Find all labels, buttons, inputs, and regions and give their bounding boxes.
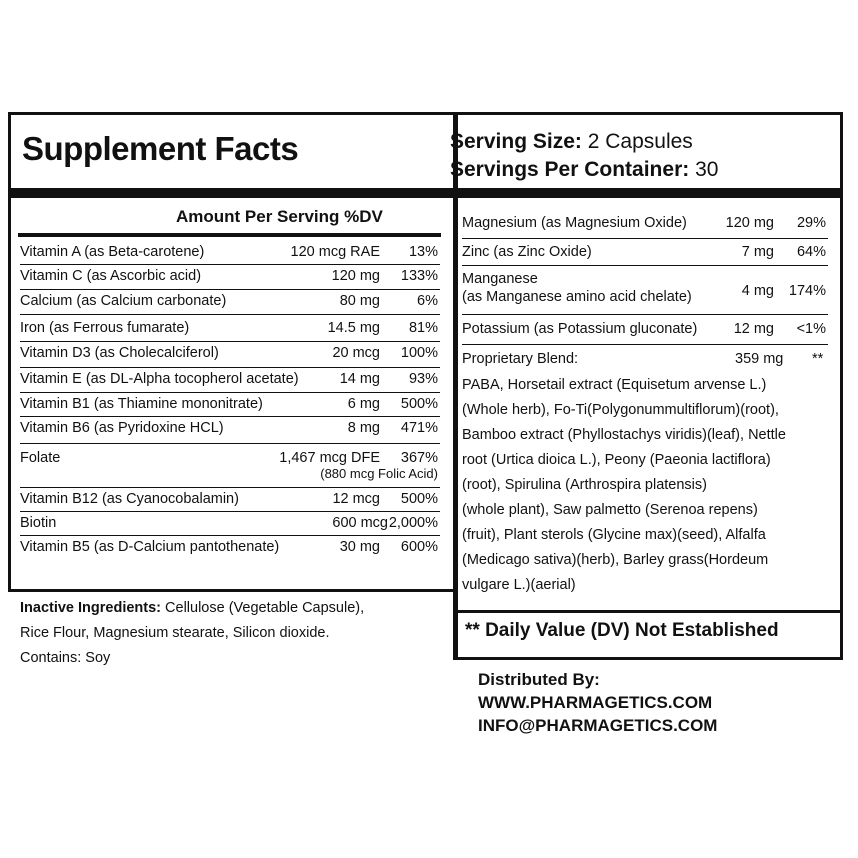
blend-ingredient-line: Bamboo extract (Phyllostachys viridis)(leaf), Nettle — [462, 427, 786, 443]
nutrient-amount: 4 mg — [741, 283, 774, 299]
blend-ingredient-line: (root), Spirulina (Arthrospira platensis) — [462, 477, 707, 493]
nutrient-name: Calcium (as Calcium carbonate) — [20, 293, 227, 309]
contains-allergen: Contains: Soy — [20, 650, 111, 666]
nutrient-row — [20, 512, 440, 536]
blend-dv: ** — [812, 351, 824, 367]
serving-size — [450, 130, 693, 154]
nutrient-dv: 500% — [400, 396, 438, 412]
nutrient-dv: 6% — [417, 293, 438, 309]
nutrient-row — [20, 444, 440, 488]
nutrient-amount: 80 mg — [339, 293, 380, 309]
blend-ingredient-line: root (Urtica dioica L.), Peony (Paeonia lactiflora) — [462, 452, 771, 468]
blend-bottom-rule — [458, 610, 840, 613]
nutrient-amount: 14 mg — [339, 371, 380, 387]
nutrient-amount: 30 mg — [339, 539, 380, 555]
nutrient-row — [20, 536, 440, 562]
servings-per-container-label: Servings Per Container: — [450, 158, 690, 181]
distributor-website: WWW.PHARMAGETICS.COM — [478, 693, 713, 712]
nutrient-dv: 13% — [408, 244, 438, 260]
blend-ingredient-line: (fruit), Plant sterols (Glycine max)(seed), Alfalfa — [462, 527, 766, 543]
nutrient-name: Vitamin D3 (as Cholecalciferol) — [20, 345, 219, 361]
nutrient-name: Vitamin A (as Beta-carotene) — [20, 244, 205, 260]
nutrient-name: Magnesium (as Magnesium Oxide) — [462, 215, 687, 231]
amount-header-rule — [18, 233, 441, 237]
inactive-ingredients-line — [20, 600, 364, 616]
servings-per-container — [450, 158, 718, 182]
nutrient-dv: 471% — [400, 420, 438, 436]
serving-size-value: 2 Capsules — [587, 130, 693, 153]
header-divider — [8, 188, 843, 198]
nutrient-row — [20, 342, 440, 368]
nutrient-name: Vitamin B1 (as Thiamine mononitrate) — [20, 396, 263, 412]
nutrient-dv: <1% — [796, 321, 826, 337]
inactive-ingredients-text: Cellulose (Vegetable Capsule), — [165, 600, 365, 616]
nutrient-row — [20, 265, 440, 290]
blend-ingredient-line: (whole plant), Saw palmetto (Serenoa repens) — [462, 502, 758, 518]
nutrient-amount: 1,467 mcg DFE — [279, 450, 380, 466]
blend-ingredient-line: (Whole herb), Fo-Ti(Polygonummultiflorum)(root), — [462, 402, 779, 418]
nutrient-name: Iron (as Ferrous fumarate) — [20, 320, 190, 336]
nutrient-dv: 100% — [400, 345, 438, 361]
nutrient-amount: 14.5 mg — [327, 320, 380, 336]
serving-size-label: Serving Size: — [450, 130, 582, 153]
nutrient-amount: 120 mcg RAE — [290, 244, 380, 260]
nutrient-name: Manganese — [462, 271, 538, 287]
nutrient-row — [462, 266, 828, 315]
nutrient-name: Folate — [20, 450, 61, 466]
nutrient-amount: 12 mg — [733, 321, 774, 337]
nutrient-amount: 120 mg — [725, 215, 774, 231]
nutrient-dv: 174% — [788, 283, 826, 299]
nutrient-row — [20, 393, 440, 417]
nutrient-name: Vitamin B6 (as Pyridoxine HCL) — [20, 420, 224, 436]
nutrient-name: Zinc (as Zinc Oxide) — [462, 244, 592, 260]
blend-name: Proprietary Blend: — [462, 351, 579, 367]
nutrient-dv: 600% — [400, 539, 438, 555]
nutrient-name: Vitamin B5 (as D-Calcium pantothenate) — [20, 539, 280, 555]
nutrient-dv: 64% — [796, 244, 826, 260]
nutrient-row — [20, 241, 440, 265]
nutrient-row — [462, 239, 828, 266]
nutrient-amount: 7 mg — [741, 244, 774, 260]
servings-per-container-value: 30 — [695, 158, 719, 181]
nutrient-name: Biotin — [20, 515, 57, 531]
blend-ingredient-line: (Medicago sativa)(herb), Barley grass(Hordeum — [462, 552, 769, 568]
amount-per-serving-header: Amount Per Serving %DV — [176, 207, 383, 226]
nutrient-subnote: (880 mcg Folic Acid) — [320, 466, 438, 481]
nutrient-name: Potassium (as Potassium gluconate) — [462, 321, 698, 337]
blend-amount: 359 mg — [735, 351, 784, 367]
nutrient-amount: 120 mg — [331, 268, 380, 284]
distributor-email: INFO@PHARMAGETICS.COM — [478, 716, 718, 735]
daily-value-note: ** Daily Value (DV) Not Established — [465, 620, 779, 641]
nutrient-row — [20, 368, 440, 393]
nutrient-subname: (as Manganese amino acid chelate) — [462, 289, 692, 305]
inactive-ingredients-line: Rice Flour, Magnesium stearate, Silicon dioxide. — [20, 625, 330, 641]
nutrient-amount: 6 mg — [347, 396, 380, 412]
nutrient-dv: 29% — [796, 215, 826, 231]
blend-ingredient-line: vulgare L.)(aerial) — [462, 577, 576, 593]
nutrient-dv: 81% — [408, 320, 438, 336]
column-divider — [453, 196, 456, 660]
distributor-label: Distributed By: — [478, 670, 600, 689]
nutrient-amount: 8 mg — [347, 420, 380, 436]
nutrient-row — [20, 488, 440, 512]
nutrient-amount: 12 mcg — [332, 491, 380, 507]
nutrient-amount: 20 mcg — [332, 345, 380, 361]
nutrient-row — [462, 212, 828, 239]
nutrient-row — [20, 290, 440, 315]
blend-ingredient-line: PABA, Horsetail extract (Equisetum arvense L.) — [462, 377, 767, 393]
nutrient-row — [20, 315, 440, 342]
nutrient-dv: 93% — [408, 371, 438, 387]
nutrient-dv: 2,000% — [388, 515, 438, 531]
page-title: Supplement Facts — [22, 130, 299, 167]
nutrient-row — [20, 417, 440, 444]
inactive-ingredients-label: Inactive Ingredients: — [20, 600, 162, 616]
nutrient-name: Vitamin C (as Ascorbic acid) — [20, 268, 202, 284]
nutrient-name: Vitamin B12 (as Cyanocobalamin) — [20, 491, 239, 507]
nutrient-dv: 367% — [400, 450, 438, 466]
nutrient-dv: 133% — [400, 268, 438, 284]
nutrient-amount: 600 mcg — [332, 515, 388, 531]
nutrient-row — [462, 315, 828, 345]
nutrient-name: Vitamin E (as DL-Alpha tocopherol acetate) — [20, 371, 299, 387]
nutrient-dv: 500% — [400, 491, 438, 507]
